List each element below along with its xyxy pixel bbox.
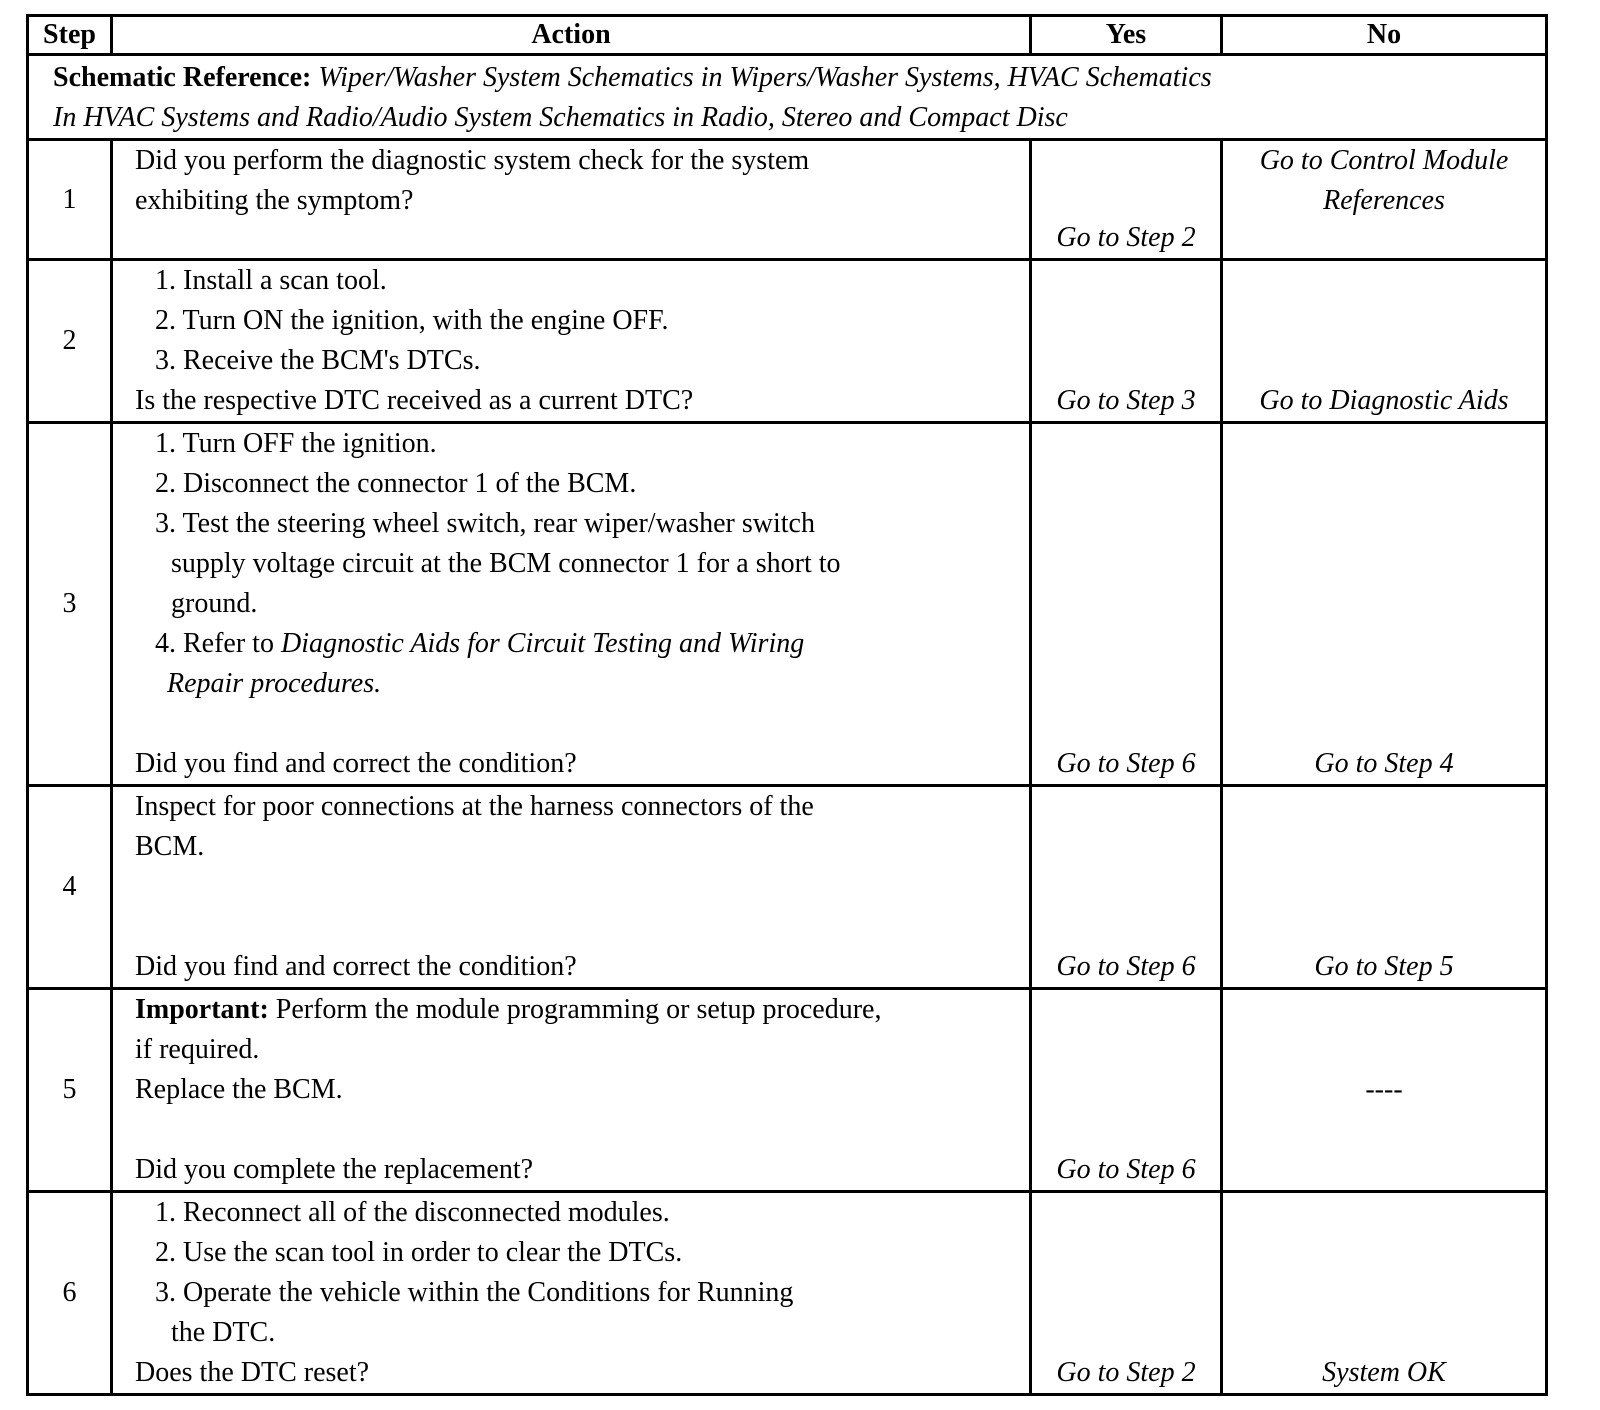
step-number: 4 <box>28 786 112 989</box>
list-item-continuation: supply voltage circuit at the BCM connector 1 for a short to <box>171 548 841 579</box>
no-text: References <box>1323 185 1445 216</box>
action-cell <box>112 989 1031 1192</box>
header-row <box>28 16 1547 55</box>
action-cell <box>112 786 1031 989</box>
yes-cell: Go to Step 2 <box>1031 140 1222 260</box>
no-cell: System OK <box>1222 1192 1547 1395</box>
list-item: 2. Use the scan tool in order to clear the DTCs. <box>155 1237 683 1268</box>
question-text: Is the respective DTC received as a current DTC? <box>135 385 694 416</box>
action-text: Inspect for poor connections at the harness connectors of the <box>135 791 814 822</box>
yes-cell: Go to Step 3 <box>1031 260 1222 423</box>
header-yes: Yes <box>1031 16 1222 55</box>
step-number: 6 <box>28 1192 112 1395</box>
no-text: Go to Control Module <box>1259 145 1509 176</box>
list-item-continuation: Repair procedures. <box>167 668 382 699</box>
step-number: 2 <box>28 260 112 423</box>
no-cell <box>1222 140 1547 260</box>
list-item: 3. Operate the vehicle within the Conditions for Running <box>155 1277 794 1308</box>
no-cell: ---- <box>1222 989 1547 1192</box>
action-cell <box>112 423 1031 786</box>
list-item: 1. Turn OFF the ignition. <box>155 428 437 459</box>
list-item: 1. Install a scan tool. <box>155 265 387 296</box>
table-row <box>28 260 1547 423</box>
step-number: 1 <box>28 140 112 260</box>
list-item-continuation: the DTC. <box>171 1317 276 1348</box>
list-item: 1. Reconnect all of the disconnected modules. <box>155 1197 670 1228</box>
schematic-reference <box>28 55 1547 140</box>
table-row <box>28 989 1547 1192</box>
schematic-text-line1: Wiper/Washer System Schematics in Wipers/Washer Systems, HVAC Schematics <box>318 62 1212 93</box>
question-text: Did you complete the replacement? <box>135 1154 534 1185</box>
important-note: Important: Perform the module programming or setup procedure, <box>135 994 882 1025</box>
header-no: No <box>1222 16 1547 55</box>
yes-cell: Go to Step 6 <box>1031 423 1222 786</box>
table-row <box>28 786 1547 989</box>
list-item: 3. Test the steering wheel switch, rear wiper/washer switch <box>155 508 815 539</box>
schematic-reference-row <box>28 55 1547 140</box>
step-number: 5 <box>28 989 112 1192</box>
table-row <box>28 140 1547 260</box>
table-row <box>28 1192 1547 1395</box>
action-text: Replace the BCM. <box>135 1074 343 1105</box>
question-text: Did you find and correct the condition? <box>135 748 577 779</box>
no-cell: Go to Diagnostic Aids <box>1222 260 1547 423</box>
yes-cell: Go to Step 6 <box>1031 786 1222 989</box>
list-item: 4. Refer to Diagnostic Aids for Circuit Testing and Wiring <box>155 628 805 659</box>
question-text: Does the DTC reset? <box>135 1357 370 1388</box>
yes-cell: Go to Step 2 <box>1031 1192 1222 1395</box>
header-action: Action <box>112 16 1031 55</box>
step-number: 3 <box>28 423 112 786</box>
schematic-text-line2: In HVAC Systems and Radio/Audio System Schematics in Radio, Stereo and Compact Disc <box>53 102 1068 133</box>
diagnostic-aids-reference: Diagnostic Aids for Circuit Testing and Wiring <box>280 628 805 659</box>
list-item-continuation: ground. <box>171 588 258 619</box>
list-item: 2. Disconnect the connector 1 of the BCM. <box>155 468 637 499</box>
question-text: Did you find and correct the condition? <box>135 951 577 982</box>
diagnostic-table <box>26 14 1548 1396</box>
action-cell <box>112 1192 1031 1395</box>
no-cell: Go to Step 4 <box>1222 423 1547 786</box>
list-item: 2. Turn ON the ignition, with the engine OFF. <box>155 305 669 336</box>
schematic-label: Schematic Reference: <box>53 62 312 93</box>
action-text: exhibiting the symptom? <box>135 185 414 216</box>
action-cell <box>112 260 1031 423</box>
yes-cell: Go to Step 6 <box>1031 989 1222 1192</box>
table-row <box>28 423 1547 786</box>
list-item: 3. Receive the BCM's DTCs. <box>155 345 481 376</box>
header-step: Step <box>28 16 112 55</box>
no-cell: Go to Step 5 <box>1222 786 1547 989</box>
important-note-continuation: if required. <box>135 1034 260 1065</box>
action-text: Did you perform the diagnostic system check for the system <box>135 145 810 176</box>
action-cell <box>112 140 1031 260</box>
action-text: BCM. <box>135 831 205 862</box>
